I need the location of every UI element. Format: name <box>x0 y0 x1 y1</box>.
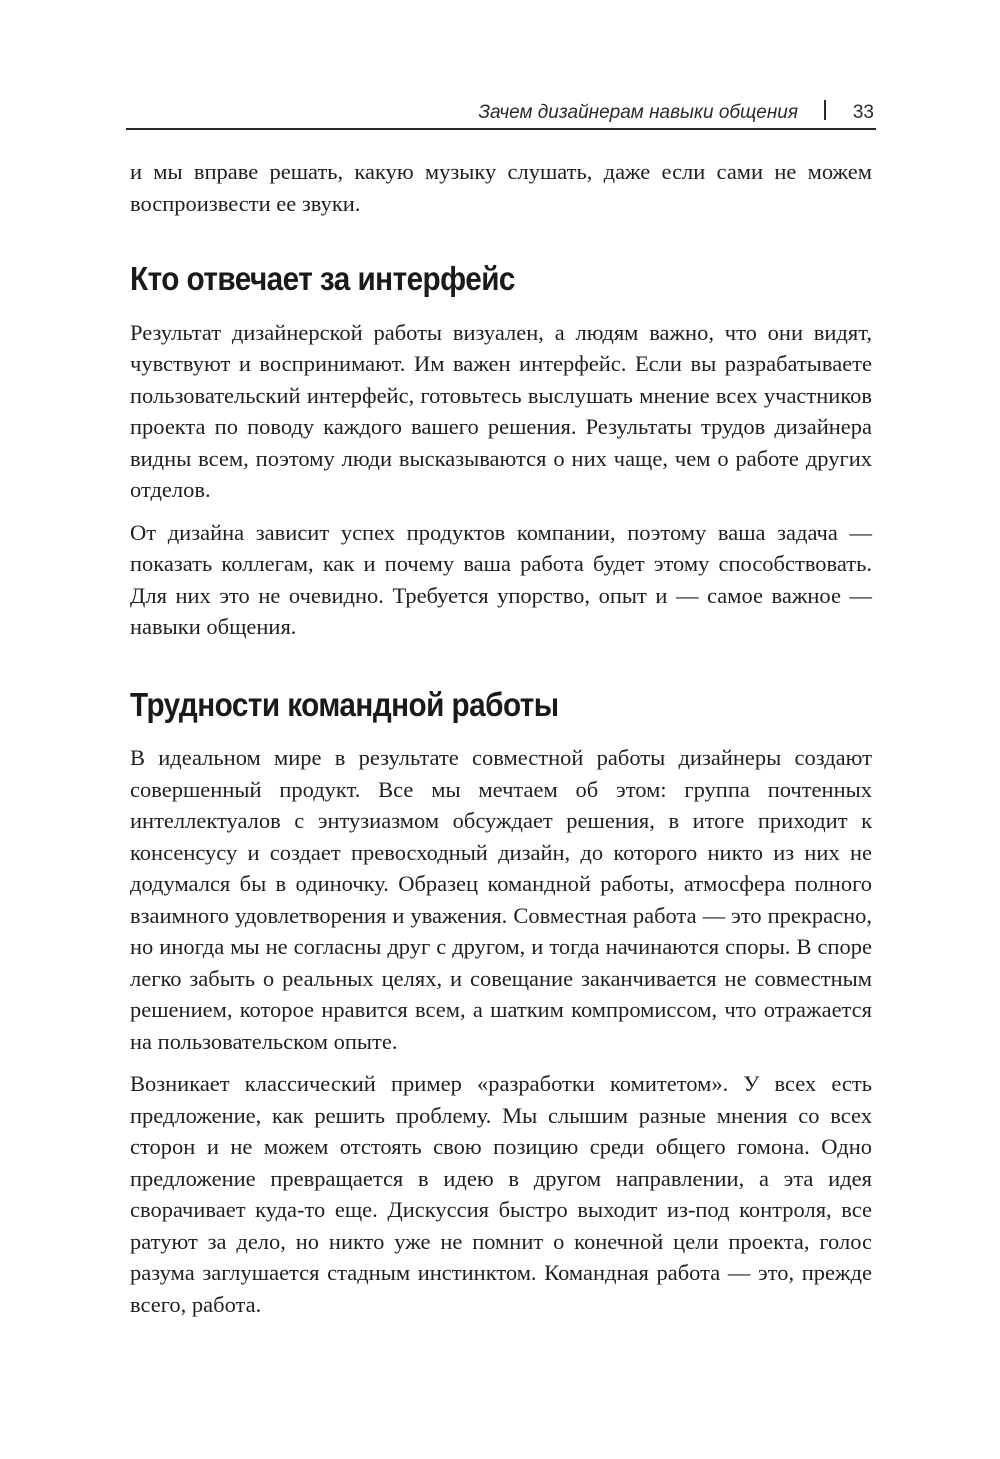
section-heading-teamwork: Трудности командной работы <box>130 685 559 723</box>
chapter-title: Зачем дизайнерам навыки общения <box>478 102 798 123</box>
paragraph: Возникает классический пример «разработки комитетом». У всех есть предложение, как решить проблему. Мы слышим разные мнения со всех сторон и не можем отстоять свою позицию среди общего гомона. Одно предложение превращается в идею в другом направлении, а эта идея сворачивает куда-то еще. Дискуссия быстро выходит из-под контроля, все ратуют за дело, но никто уже не помнит о конечной цели проекта, голос разума заглушается стадным инстинктом. Командная работа — это, прежде всего, работа. <box>130 1071 872 1317</box>
header-separator <box>824 100 826 120</box>
intro-paragraph: и мы вправе решать, какую музыку слушать, даже если сами не можем воспроизвести ее звуки. <box>130 159 872 216</box>
paragraph: От дизайна зависит успех продуктов компании, поэтому ваша задача — показать коллегам, как и почему ваша работа будет этому способствовать. Для них это не очевидно. Требуется упорство, опыт и — самое важное — навыки общения. <box>130 519 872 639</box>
paragraph: В идеальном мире в результате совместной работы дизайнеры создают совершенный продукт. Все мы мечтаем об этом: группа почтенных интеллектуалов с энтузиазмом обсуждает решения, в итоге приходит к консенсусу и создает превосходный дизайн, до которого никто из них не додумался бы в одиночку. Образец командной работы, атмосфера полного взаимного удовлетворения и уважения. Совместная работа — это прекрасно, но иногда мы не согласны друг с другом, и тогда начинаются споры. В споре легко забыть о реальных целях, и совещание заканчивается не совместным решением, которое нравится всем, а шатким компромиссом, что отражается на пользовательском опыте. <box>130 745 872 1054</box>
page-body <box>130 156 872 1320</box>
paragraph: Результат дизайнерской работы визуален, а людям важно, что они видят, чувствуют и воспринимают. Им важен интерфейс. Если вы разрабатываете пользовательский интерфейс, готовьтесь выслушать мнение всех участников проекта по поводу каждого вашего решения. Результаты трудов дизайнера видны всем, поэтому люди высказываются о них чаще, чем о работе других отделов. <box>130 319 872 502</box>
page-number: 33 <box>852 102 874 123</box>
running-header <box>126 98 876 130</box>
section-heading-interface: Кто отвечает за интерфейс <box>130 260 515 297</box>
